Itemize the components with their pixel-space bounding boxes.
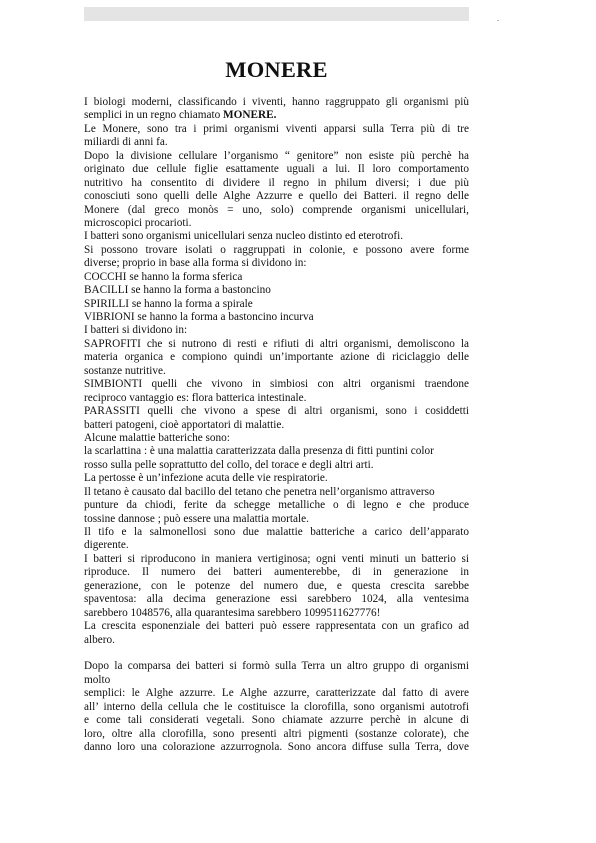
text-line-content: originato due cellule figlie esattamente uguali a lui. Il loro comportamento: [84, 163, 469, 176]
text-line-content: batteri patogeni, cioè apportatori di malattie.: [84, 418, 285, 431]
text-line-content: danno loro una colorazione azzurrognola. Sono ancora diffuse sulla Terra, dove: [84, 741, 469, 753]
text-line: [84, 338, 469, 351]
text-line: [84, 378, 469, 391]
text-line: [84, 244, 469, 257]
text-line-content: reciproco vantaggio es: flora batterica intestinale.: [84, 391, 307, 404]
text-line-content: digerente.: [84, 539, 129, 552]
text-line-content: albero.: [84, 633, 115, 646]
text-line: [84, 405, 469, 418]
text-line: [84, 257, 469, 270]
text-line-content: sostanze nutritive.: [84, 364, 166, 377]
text-line: [84, 580, 469, 593]
text-line-content: sarebbero 1048576, alla quarantesima sarebbero 1099511627776!: [84, 606, 381, 619]
text-line: [84, 123, 469, 136]
text-line-content: La pertosse è un’infezione acuta delle vie respiratorie.: [84, 472, 328, 485]
header-bar: [84, 7, 469, 21]
text-line-content: materia organica e compiono quindi un’importante azione di riciclaggio delle: [84, 351, 469, 364]
text-line: [84, 190, 469, 203]
text-line-content: nutritivo ha consentito di dividere il regno in philum diversi; i due più: [84, 176, 469, 189]
text-line-content: e come tali considerati vegetali. Sono chiamate azzurre perchè in alcune di: [84, 714, 469, 727]
text-line: [84, 284, 469, 297]
text-line-content: semplici: le Alghe azzurre. Le Alghe azzurre, caratterizzate dal fatto di avere: [84, 687, 469, 700]
text-line-content: SPIRILLI se hanno la forma a spirale: [84, 297, 253, 310]
text-line-content: VIBRIONI se hanno la forma a bastoncino incurva: [84, 311, 314, 323]
text-line-content: I batteri sono organismi unicellulari senza nucleo distinto ed eterotrofi.: [84, 230, 404, 243]
text-line-content: spaventosa: alla decima generazione essi sarebbero 1024, alla ventesima: [84, 593, 469, 606]
text-line: [84, 351, 469, 364]
text-line: [84, 472, 469, 485]
text-line-content: diverse; proprio in base alla forma si dividono in:: [84, 257, 307, 270]
text-line: [84, 324, 469, 337]
text-line: [84, 204, 469, 217]
text-line-content: Il tifo e la salmonellosi sono due malattie batteriche a carico dell’apparato: [84, 526, 469, 538]
text-line: [84, 526, 469, 539]
document-body: [84, 96, 469, 754]
bold-term: MONERE.: [223, 109, 277, 122]
text-line-content: molto: [84, 673, 111, 686]
text-line-content: punture da chiodi, ferite da schegge metalliche o di legno e che produce: [84, 499, 469, 512]
text-line: [84, 136, 469, 149]
text-line-content: BACILLI se hanno la forma a bastoncino: [84, 284, 271, 297]
text-line-content: tossine dannose ; può essere una malattia mortale.: [84, 512, 309, 525]
text-line: [84, 150, 469, 163]
text-line-content: microscopici procarioti.: [84, 216, 192, 229]
corner-mark: .: [497, 14, 499, 23]
text-line: [84, 701, 469, 714]
text-line: [84, 674, 469, 687]
text-line-content: PARASSITI quelli che vivono a spese di altri organismi, sono i cosiddetti: [84, 405, 469, 418]
text-line-content: Dopo la comparsa dei batteri si formò sulla Terra un altro gruppo di organismi: [84, 660, 469, 673]
text-line: [84, 499, 469, 512]
text-line-content: Dopo la divisione cellulare l’organismo “ genitore” non esiste più perchè ha: [84, 149, 469, 162]
blank-line: [84, 647, 469, 660]
text-line-content: SIMBIONTI quelli che vivono in simbiosi con altri organismi traendone: [84, 378, 469, 391]
text-line: [84, 271, 469, 284]
text-line-content: generazione, con le potenze del numero due, e questa crescita sarebbe: [84, 579, 469, 592]
text-line: [84, 593, 469, 606]
text-line-content: miliardi di anni fa.: [84, 136, 168, 149]
text-line-content: Il tetano è causato dal bacillo del tetano che penetra nell’organismo attraverso: [84, 485, 435, 498]
text-line-content: I biologi moderni, classificando i viventi, hanno raggruppato gli organismi più: [84, 96, 469, 108]
text-line: [84, 539, 469, 552]
text-line-content: Alcune malattie batteriche sono:: [84, 431, 230, 444]
text-line-content: conosciuti sono quelli delle Alghe Azzurre e quello dei Batteri. il regno delle: [84, 190, 469, 203]
text-line-content: SAPROFITI che si nutrono di resti e rifiuti di altri organismi, demoliscono la: [84, 337, 469, 350]
text-line: [84, 311, 469, 324]
text-line-content: Monere (dal greco monòs = uno, solo) comprende organismi unicellulari,: [84, 203, 469, 216]
text-line: [84, 96, 469, 109]
text-line-content: all’ interno della cellula che le costituisce la clorofilla, sono organismi autotrofi: [84, 700, 469, 713]
text-line: [84, 687, 469, 700]
text-line: [84, 634, 469, 647]
text-line-content: COCCHI se hanno la forma sferica: [84, 270, 243, 283]
text-line: [84, 392, 469, 405]
text-line: [84, 741, 469, 754]
text-line: [84, 109, 469, 122]
text-line: [84, 660, 469, 673]
text-line: [84, 566, 469, 579]
text-line-content: I batteri si riproducono in maniera vertiginosa; ogni venti minuti un batterio si: [84, 552, 469, 565]
text-line: [84, 459, 469, 472]
text-line-content: Le Monere, sono tra i primi organismi viventi apparsi sulla Terra più di tre: [84, 122, 469, 135]
text-line: [84, 728, 469, 741]
text-line: [84, 230, 469, 243]
text-line: [84, 553, 469, 566]
text-line: [84, 513, 469, 526]
text-line: [84, 419, 469, 432]
text-line-content: loro, oltre alla clorofilla, sono presenti altri pigmenti (sostanze colorate), che: [84, 727, 469, 740]
text-line: [84, 486, 469, 499]
text-line-content: semplici in un regno chiamato: [84, 109, 224, 122]
text-line: [84, 298, 469, 311]
text-line-content: la scarlattina : è una malattia caratterizzata dalla presenza di fitti puntini color: [84, 445, 434, 458]
text-line: [84, 163, 469, 176]
text-line-content: riproduce. Il numero dei batteri aumenterebbe, di in generazione in: [84, 566, 469, 579]
text-line: [84, 714, 469, 727]
text-line: [84, 177, 469, 190]
text-line: [84, 620, 469, 633]
page-title: MONERE: [225, 57, 328, 82]
text-line: [84, 607, 469, 620]
text-line-content: rosso sulla pelle soprattutto del collo, del torace e degli altri arti.: [84, 458, 374, 471]
text-line: [84, 217, 469, 230]
text-line: [84, 365, 469, 378]
text-line-content: La crescita esponenziale dei batteri può essere rappresentata con un grafico ad: [84, 620, 469, 633]
text-line: [84, 445, 469, 458]
text-line-content: I batteri si dividono in:: [84, 324, 188, 337]
text-line-content: Si possono trovare isolati o raggruppati in colonie, e possono avere forme: [84, 243, 469, 256]
text-line: [84, 432, 469, 445]
